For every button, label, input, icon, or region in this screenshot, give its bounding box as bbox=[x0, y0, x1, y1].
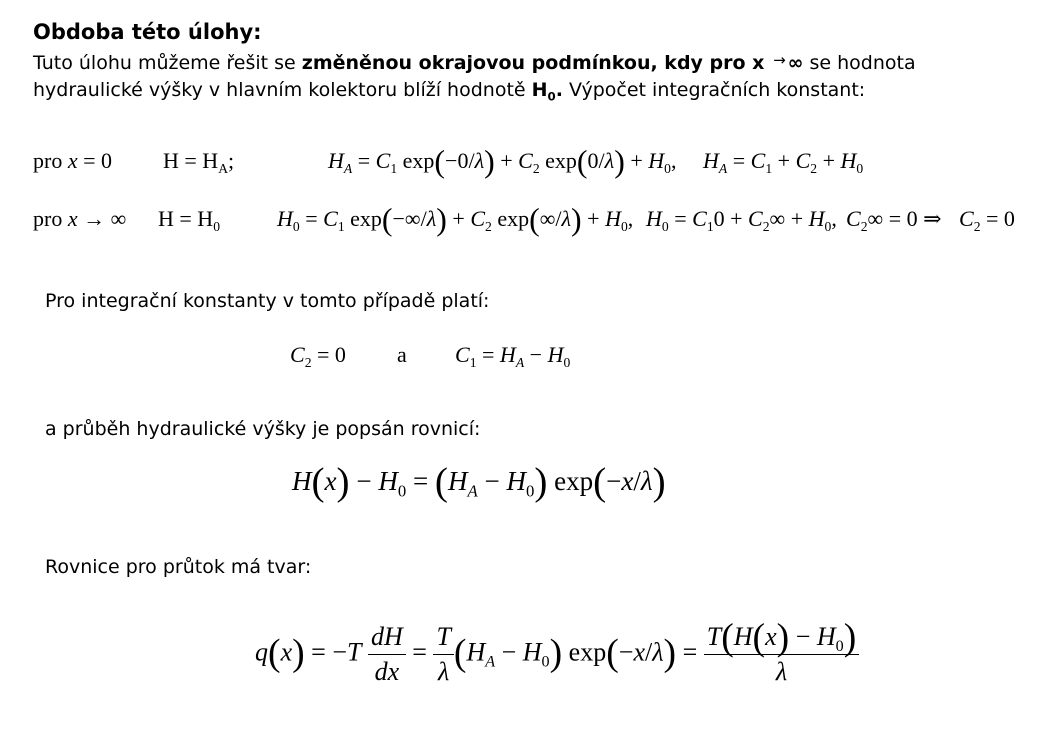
intro-text: Tuto úlohu můžeme řešit se bbox=[33, 52, 302, 74]
flow-text: Rovnice pro průtok má tvar: bbox=[45, 556, 312, 578]
intro-text-2: hydraulické výšky v hlavním kolektoru blíží hodnotě bbox=[33, 79, 532, 101]
bc2-label: pro x → ∞ bbox=[33, 206, 127, 231]
h0-bold: $H_0$. bbox=[531, 79, 563, 104]
bc1-label: pro x = 0 bbox=[33, 148, 113, 173]
flow-result-fraction: $\frac{T(H(x) - H_0)}{\lambda}$ bbox=[704, 622, 860, 687]
integration-constants-text: Pro integrační konstanty v tomto případě platí: bbox=[45, 290, 490, 312]
bc1-result: $H_A = C_1 + C_2 + H_0$ bbox=[703, 148, 864, 177]
bc2-equation: $H_0 = C_1$ $\exp(-\infty/\lambda) + C_2$ $\exp(\infty/\lambda) + H_0$, bbox=[277, 201, 634, 237]
intro-text-2-end: Výpočet integračních konstant: bbox=[562, 79, 866, 101]
intro-text-end: se hodnota bbox=[803, 52, 916, 74]
and-word: a bbox=[397, 342, 407, 367]
bc2-head: $H = H_0$ bbox=[158, 206, 220, 235]
intro-line-2 bbox=[33, 79, 866, 104]
intro-line-1 bbox=[33, 51, 916, 74]
t-over-lambda-fraction: $\frac{T}{\lambda}$ bbox=[433, 622, 453, 687]
intro-bold: změněnou okrajovou podmínkou, kdy pro x bbox=[301, 52, 772, 74]
c2-zero-result: $C_2 = 0$ bbox=[959, 206, 1015, 235]
bc1-head: $H = H_A$; bbox=[163, 148, 235, 177]
flow-equation: q(x) = −T $\frac{dH}{dx}$ = $\frac{T}{\lambda}$ $(H_A - H_0) \exp(-x/\lambda)$ = $\frac{T(H(x) - H_0)}{\lambda}$ bbox=[255, 622, 859, 687]
bc1-equation: $H_A = C_1$ $\exp(-0/\lambda) + C_2$ $\exp(0/\lambda) + H_0$, bbox=[328, 143, 677, 179]
bc2-conclusion: $C_2\infty = 0$ ⇒ bbox=[846, 206, 942, 235]
slide-title: Obdoba této úlohy: bbox=[33, 20, 262, 44]
c1-equation: $C_1 = H_A - H_0$ bbox=[455, 342, 571, 371]
arrow-right-icon: → bbox=[773, 51, 786, 69]
dh-dx-fraction: $\frac{dH}{dx}$ bbox=[368, 622, 406, 687]
infinity-symbol: ∞ bbox=[787, 52, 804, 74]
bc2-result: $H_0 = C_10 + C_2\infty + H_0$, bbox=[646, 206, 837, 235]
head-profile-equation: $H(x) - H_0 = (H_A - H_0)$ exp(−x/λ) bbox=[292, 460, 666, 504]
profile-text: a průběh hydraulické výšky je popsán rovnicí: bbox=[45, 418, 481, 440]
c2-equation: $C_2 = 0$ bbox=[290, 342, 346, 371]
